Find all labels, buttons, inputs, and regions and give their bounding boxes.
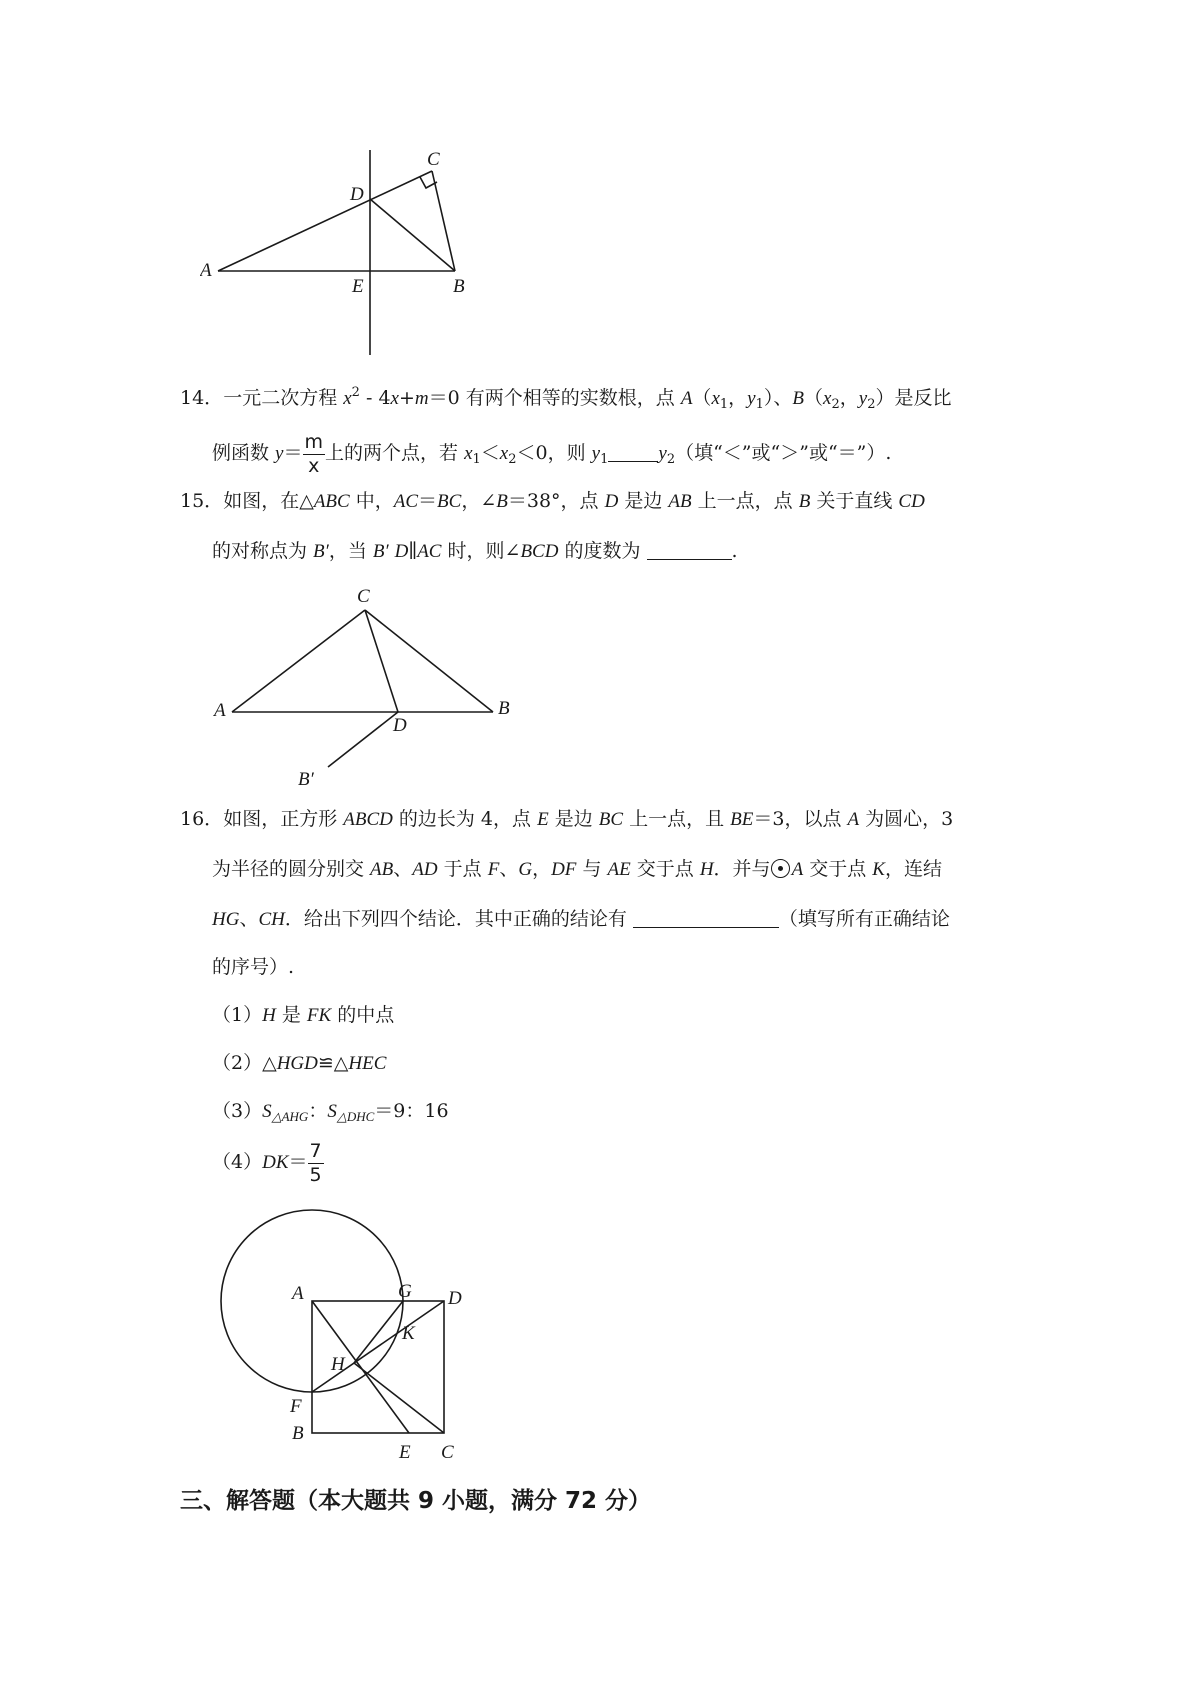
q15-var: B	[496, 491, 508, 512]
line-ch	[354, 1363, 444, 1433]
label-E: E	[352, 276, 364, 297]
label-D: D	[393, 715, 407, 736]
q16-var: DF	[551, 859, 577, 880]
q15-var: D	[394, 541, 409, 562]
label-F: F	[290, 1396, 302, 1417]
q15-text: 的度数为	[558, 540, 647, 562]
q14-var: y	[275, 443, 284, 464]
q16-text: ≌△	[317, 1052, 349, 1074]
label-A: A	[292, 1283, 304, 1304]
q16-line-1	[180, 804, 953, 835]
q16-text: （2）△	[212, 1052, 277, 1074]
q14-subscript: 2	[867, 397, 876, 412]
label-D: D	[350, 184, 364, 205]
q14-subscript: 2	[508, 452, 517, 467]
label-A: A	[214, 700, 226, 721]
q16-line-4	[212, 952, 294, 982]
q16-text: 的边长为 4，点	[392, 808, 538, 830]
label-C: C	[357, 586, 370, 607]
q14-fraction	[303, 430, 326, 477]
q14-var: A	[680, 388, 693, 409]
label-C: C	[441, 1442, 454, 1463]
q16-var: E	[537, 809, 549, 830]
q14-subscript: 2	[666, 452, 676, 467]
q16-line-2	[212, 854, 942, 885]
section-3-heading: 三、解答题（本大题共 9 小题，满分 72 分）	[180, 1488, 652, 1514]
q15-text: ，当	[328, 540, 373, 562]
q16-text: 是	[275, 1004, 307, 1026]
q16-var: HEC	[348, 1053, 387, 1074]
q16-text: ＝9：16	[374, 1100, 449, 1122]
q14-var: x	[390, 388, 399, 409]
q16-var: H	[699, 859, 714, 880]
q16-conclusion-4	[212, 1134, 324, 1191]
q16-line-3	[212, 904, 950, 935]
q16-text: ＝	[288, 1151, 308, 1173]
q16-var: H	[262, 1005, 276, 1026]
line-df	[312, 1301, 444, 1392]
q16-text: （4）	[212, 1151, 263, 1173]
answer-blank[interactable]	[608, 441, 658, 462]
q14-line-1	[180, 378, 952, 420]
q16-text: 于点	[437, 858, 488, 880]
q16-text: 的中点	[331, 1004, 395, 1026]
q16-text: ，连结	[884, 858, 942, 880]
q14-subscript: 1	[472, 452, 481, 467]
q15-text: 如图，在△	[223, 490, 314, 512]
q16-var: ABCD	[343, 809, 393, 830]
q15-var: CD	[898, 491, 925, 512]
q15-var: AC	[417, 541, 442, 562]
q15-var: B′	[313, 541, 329, 562]
q16-text: ＝3，以点	[753, 808, 848, 830]
q16-text: 交于点	[630, 858, 700, 880]
q14-var: x	[464, 443, 473, 464]
q14-text: 一元二次方程	[223, 387, 344, 409]
q15-text: 关于直线	[810, 490, 899, 512]
q14-text: （	[692, 387, 712, 409]
q16-var: S	[327, 1101, 337, 1122]
figure-q16	[200, 1205, 490, 1480]
line-cd	[365, 610, 398, 712]
q14-exponent: 2	[351, 385, 360, 400]
q16-fraction	[308, 1139, 324, 1186]
q14-subscript: 2	[831, 397, 840, 412]
q14-text: ＝	[283, 442, 303, 464]
line-db	[370, 199, 455, 271]
q14-var: x	[343, 388, 352, 409]
fraction-denominator: 5	[309, 1163, 322, 1186]
q15-text: 上一点，点	[691, 490, 799, 512]
q14-line-2	[212, 428, 891, 485]
q16-var: AB	[370, 859, 394, 880]
q16-text: （1）	[212, 1004, 263, 1026]
q16-number: 16．	[180, 808, 224, 830]
fraction-numerator: m	[304, 430, 324, 453]
q16-text: 为半径的圆分别交	[212, 858, 371, 880]
label-C: C	[427, 150, 440, 170]
q16-text: （3）	[212, 1100, 263, 1122]
q16-var: G	[518, 859, 533, 880]
q15-line-1	[180, 486, 925, 517]
label-G: G	[398, 1281, 412, 1302]
label-E: E	[399, 1442, 411, 1463]
q16-var: A	[847, 809, 860, 830]
q16-var: AE	[607, 859, 631, 880]
q16-var: CH	[258, 909, 285, 930]
q14-number: 14．	[180, 387, 224, 409]
q16-var: S	[262, 1101, 272, 1122]
q14-text: （填“＜”或“＞”或“＝”）.	[675, 442, 892, 464]
q15-line-2	[212, 536, 738, 567]
q15-text: .	[731, 540, 738, 562]
q14-text: ）、	[763, 387, 793, 409]
q14-text: （	[804, 387, 824, 409]
q15-var: B′	[372, 541, 389, 562]
q14-var: x	[499, 443, 509, 464]
q15-var: AB	[668, 491, 692, 512]
q15-var: BCD	[520, 541, 559, 562]
q16-var: BE	[730, 809, 754, 830]
q14-text: ，	[839, 387, 859, 409]
q16-text: 是边	[548, 808, 599, 830]
answer-blank[interactable]	[647, 539, 732, 560]
figure-q13	[200, 150, 520, 360]
q16-text: ．并与	[713, 858, 771, 880]
q15-text: ，∠	[461, 490, 497, 512]
q14-var: y	[747, 388, 756, 409]
q14-text: ＜0，则	[516, 442, 592, 464]
q15-text: 是边	[618, 490, 669, 512]
q16-var: HGD	[276, 1053, 318, 1074]
q14-var: x	[823, 388, 832, 409]
q15-var: AC	[393, 491, 419, 512]
q16-subscript: △DHC	[336, 1109, 375, 1124]
line-cb	[432, 171, 455, 271]
q16-text: ，	[532, 858, 552, 880]
line-db-prime	[328, 712, 398, 767]
line-ac	[218, 171, 432, 271]
q15-var: B	[798, 491, 811, 512]
label-K: K	[402, 1323, 415, 1344]
fraction-numerator: 7	[309, 1139, 322, 1162]
q16-text: 为圆心，3	[859, 808, 954, 830]
label-B: B	[498, 698, 510, 719]
circle-dot-icon	[771, 859, 790, 878]
q14-var: x	[711, 388, 720, 409]
label-B: B	[292, 1423, 304, 1444]
q14-var: y	[591, 443, 601, 464]
q16-conclusion-2	[212, 1048, 386, 1079]
q15-var: D	[604, 491, 619, 512]
q16-var: HG	[212, 909, 240, 930]
q16-var: FK	[306, 1005, 332, 1026]
q14-var: y	[658, 443, 667, 464]
q15-text: ＝38°，点	[507, 490, 605, 512]
q14-text: ）是反比	[875, 387, 952, 409]
q14-text: - 4	[359, 387, 391, 409]
answer-blank[interactable]	[633, 907, 779, 928]
label-D: D	[448, 1288, 462, 1309]
q16-conclusion-3	[212, 1096, 449, 1132]
q15-text: 时，则∠	[441, 540, 521, 562]
q15-text: ＝	[418, 490, 438, 512]
q16-text: 上一点，且	[623, 808, 731, 830]
q16-subscript: △AHG	[271, 1109, 309, 1124]
q16-text: 、	[499, 858, 519, 880]
fraction-denominator: x	[308, 454, 320, 477]
q16-var: A	[791, 859, 804, 880]
line-cb	[365, 610, 493, 712]
q14-text: ，	[728, 387, 748, 409]
q15-var: BC	[437, 491, 462, 512]
q14-subscript: 1	[755, 397, 764, 412]
q14-text: 例函数	[212, 442, 276, 464]
q16-var: DK	[262, 1152, 289, 1173]
q16-text: 交于点	[803, 858, 873, 880]
q16-var: K	[872, 859, 885, 880]
q16-text: ：	[308, 1100, 328, 1122]
q14-text: ＜	[480, 442, 500, 464]
label-B-prime: B′	[298, 769, 314, 790]
q14-text: ＝0 有两个相等的实数根，点	[428, 387, 681, 409]
q16-text: 与	[576, 858, 608, 880]
line-ac	[232, 610, 365, 712]
figure-q15	[200, 585, 530, 790]
q14-text: +	[398, 387, 415, 409]
label-A: A	[200, 260, 212, 281]
q16-var: AD	[412, 859, 438, 880]
line-hg	[354, 1301, 403, 1363]
q16-conclusion-1	[212, 1000, 394, 1031]
q16-var: F	[487, 859, 500, 880]
label-H: H	[331, 1354, 345, 1375]
q14-var: B	[792, 388, 805, 409]
q16-text: 、	[393, 858, 413, 880]
q15-text: 的对称点为	[212, 540, 314, 562]
q14-text: 上的两个点，若	[325, 442, 465, 464]
q16-text: 如图，正方形	[223, 808, 344, 830]
q16-text: （填写所有正确结论	[778, 908, 950, 930]
q15-number: 15．	[180, 490, 224, 512]
q14-subscript: 1	[600, 452, 609, 467]
q14-subscript: 1	[719, 397, 729, 412]
label-B: B	[453, 276, 465, 297]
q16-text: ．给出下列四个结论．其中正确的结论有	[284, 908, 633, 930]
q14-var: y	[858, 388, 868, 409]
q15-text: 中，	[349, 490, 394, 512]
q15-text: ∥	[408, 540, 418, 562]
q16-var: BC	[598, 809, 624, 830]
q16-text: 的序号）.	[212, 956, 295, 978]
q15-var: ABC	[313, 491, 350, 512]
line-ae	[312, 1301, 409, 1433]
q14-var: m	[414, 388, 429, 409]
q16-text: 、	[239, 908, 259, 930]
